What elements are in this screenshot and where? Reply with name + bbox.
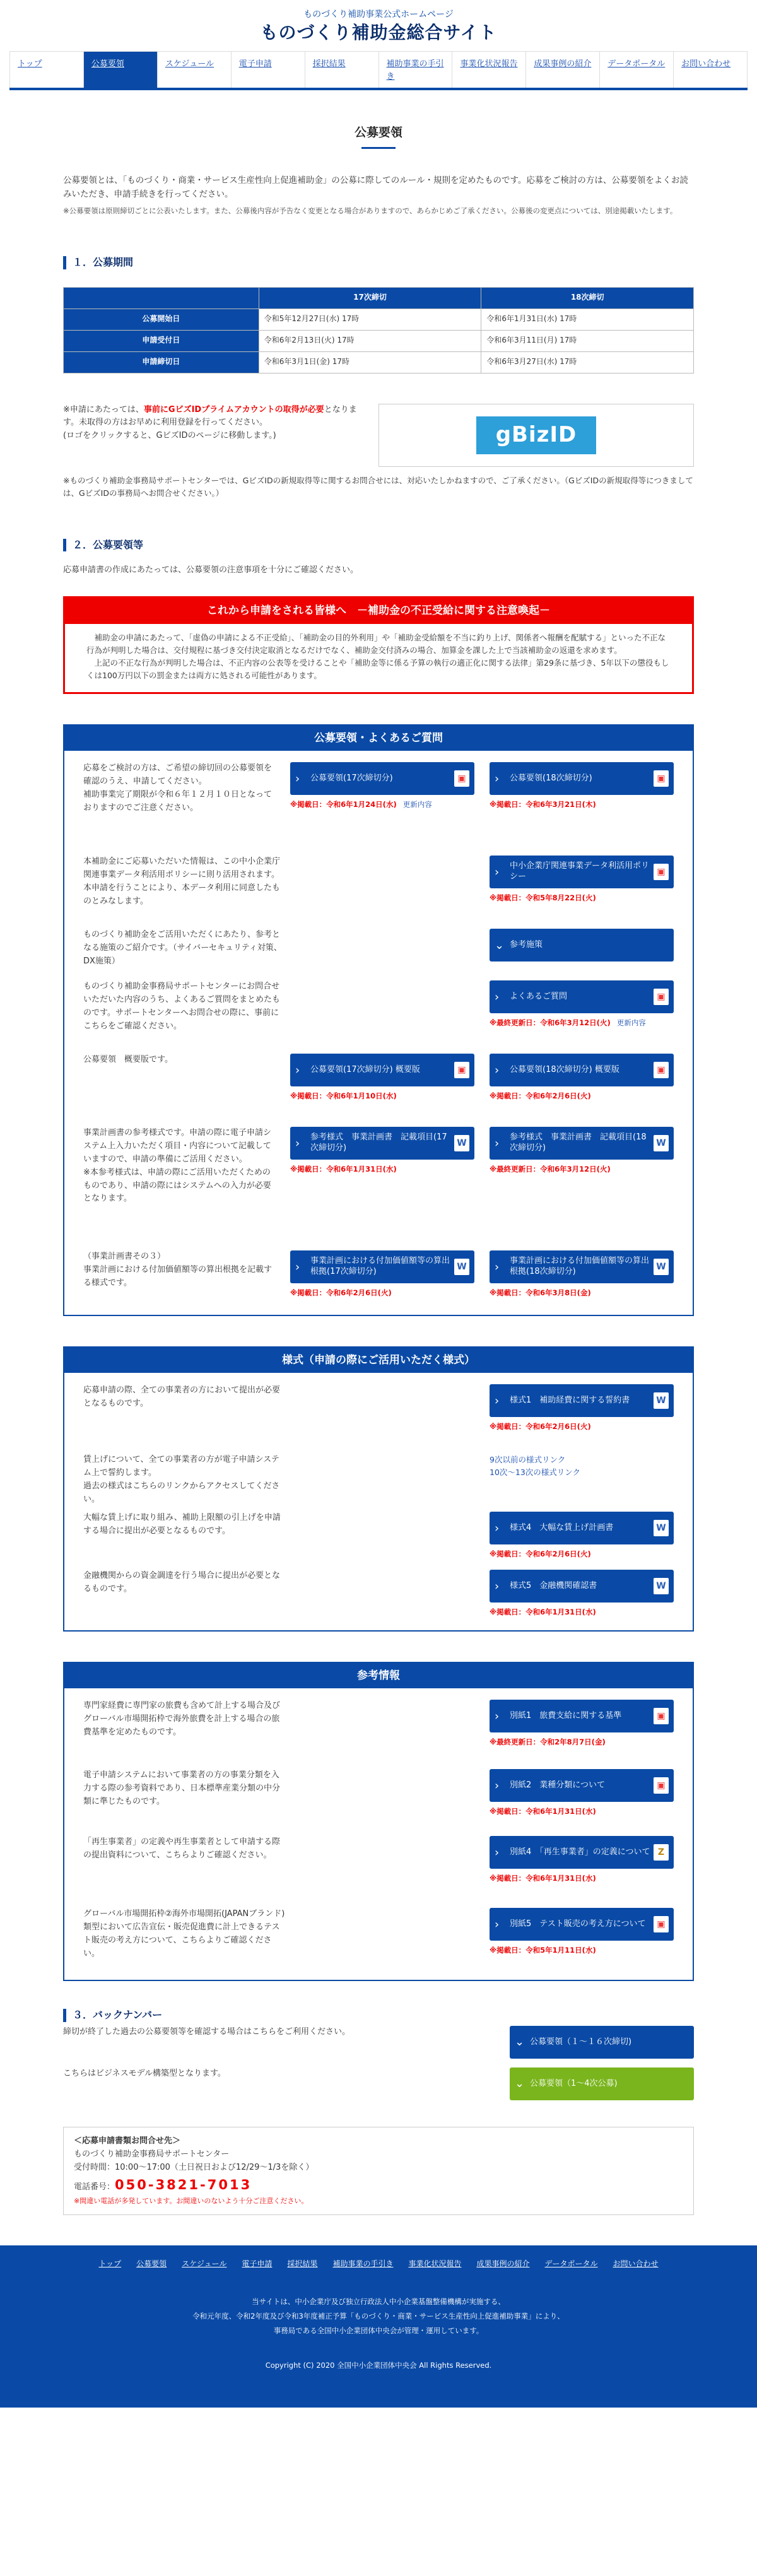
- contact-warning: ※間違い電話が多発しています。お間違いのないよう十分ご注意ください。: [74, 2197, 308, 2206]
- button-label: 参考様式 事業計画書 記載項目(18次締切分): [510, 1132, 647, 1153]
- list-item: [83, 1384, 674, 1454]
- form4-button[interactable]: [490, 1512, 674, 1544]
- intro-text: 公募要領とは、「ものづくり・商業・サービス生産性向上促進補助金」の公募に際してのルール・規則を定めたものです。応募をご検討の方は、公募要領をよくお読みいただき、申請手続きを行ってください。: [63, 175, 688, 199]
- tel-label: 電話番号：: [74, 2182, 115, 2192]
- row-text: こちらはビジネスモデル構築型となります。: [63, 2069, 226, 2079]
- list-item: [83, 1250, 674, 1306]
- gbizid-block: [63, 404, 694, 467]
- pdf-icon: ▣: [454, 1062, 469, 1078]
- word-icon: W: [454, 1259, 469, 1275]
- table-cell: 令和6年1月31日(水) 17時: [481, 309, 694, 330]
- pdf-icon: ▣: [654, 989, 669, 1005]
- button-label: 別紙2 業種分類について: [510, 1780, 606, 1790]
- appendix5-button[interactable]: [490, 1908, 674, 1941]
- list-item: [83, 762, 674, 856]
- pdf-icon: ▣: [654, 1916, 669, 1932]
- list-item: [83, 1570, 674, 1621]
- section-period-heading: １．公募期間: [63, 256, 694, 269]
- zip-icon: Z: [654, 1844, 669, 1861]
- word-icon: W: [454, 1135, 469, 1151]
- fraud-warning-body: [65, 624, 692, 692]
- gbizid-required: 事前にGビズIDプライムアカウントの取得が必要: [143, 404, 324, 415]
- contact-name: ものづくり補助金事務局サポートセンター: [74, 2149, 230, 2159]
- publish-date: ※掲載日：令和6年1月31日(水): [290, 1165, 397, 1174]
- row-text: 「再生事業者」の定義や再生事業者として申請する際の提出資料について、こちらよりご確認ください。: [83, 1837, 281, 1861]
- table-cell: 令和5年12月27日(水) 17時: [259, 309, 481, 330]
- row-actions: [291, 929, 674, 980]
- button-label: 様式5 金融機関確認書: [510, 1580, 597, 1591]
- value-basis-18-button[interactable]: [490, 1250, 674, 1283]
- table-cell: 令和6年3月1日(金) 17時: [259, 351, 481, 373]
- row-actions: [291, 856, 674, 929]
- publish-date: [290, 799, 474, 810]
- intro: [63, 174, 694, 217]
- button-label: 参考様式 事業計画書 記載項目(17次締切分): [310, 1132, 447, 1153]
- row-actions: [291, 1769, 674, 1836]
- button-label: 公募要領(17次締切分): [310, 773, 393, 783]
- nav-data-portal[interactable]: データポータル: [600, 52, 674, 88]
- table-row: [64, 351, 694, 373]
- contact-heading: ＜応募申請書類お問合せ先＞: [74, 2136, 181, 2146]
- pdf-icon: ▣: [654, 1777, 669, 1794]
- button-label: 公募要領（１～１６次締切): [530, 2037, 632, 2047]
- appendix2-button[interactable]: [490, 1769, 674, 1802]
- publish-date: ※掲載日：令和6年3月21日(木): [490, 800, 596, 809]
- list-item: [83, 980, 674, 1054]
- publish-date: ※掲載日：令和6年1月31日(水): [490, 1608, 596, 1617]
- contact-tel: [74, 2175, 683, 2196]
- row-text: 専門家経費に専門家の旅費も含めて計上する場合及びグローバル市場開拓枠で海外旅費を計上する場合の旅費基準を定めたものです。: [83, 1701, 281, 1737]
- footer-link[interactable]: トップ: [98, 2259, 122, 2268]
- button-label: 事業計画における付加価値額等の算出根拠(17次締切分): [310, 1256, 450, 1277]
- list-item: [83, 929, 674, 980]
- list-item: [83, 1769, 674, 1836]
- publish-date: ※掲載日：令和6年2月6日(火): [490, 1091, 591, 1101]
- site-footer: [0, 2245, 757, 2408]
- chevron-right-icon: ›: [295, 772, 300, 785]
- nav-koubo-youryou[interactable]: 公募要領: [84, 52, 158, 88]
- section-documents-heading: ２．公募要領等: [63, 539, 694, 552]
- row-label: 公募開始日: [64, 309, 259, 330]
- button-label: 中小企業庁関連事業データ利活用ポリシー: [510, 861, 650, 882]
- button-label: 別紙5 テスト販売の考え方について: [510, 1919, 646, 1929]
- publish-date: ※掲載日：令和6年2月6日(火): [490, 1550, 591, 1559]
- publish-date: ※掲載日：令和6年1月10日(水): [290, 1091, 397, 1101]
- row-actions: [291, 1454, 674, 1512]
- table-header-17: 17次締切: [259, 287, 481, 309]
- row-text: （事業計画書その３） 事業計画における付加価値額等の算出根拠を記載する様式です。: [83, 1252, 273, 1288]
- button-label: 公募要領（1～4次公募): [530, 2078, 618, 2088]
- word-icon: W: [654, 1259, 669, 1275]
- row-label: 申請受付日: [64, 330, 259, 351]
- row-actions: [291, 1512, 674, 1570]
- publish-date: ※掲載日：令和6年2月6日(火): [290, 1288, 392, 1298]
- list-item: [83, 1700, 674, 1769]
- chevron-down-icon: ⌄: [495, 938, 505, 952]
- nav-case-studies[interactable]: 成果事例の紹介: [526, 52, 600, 88]
- row-actions: [284, 1127, 674, 1250]
- contact-hours: 受付時間：10:00～17:00（土日祝日および12/29～1/3を除く）: [74, 2162, 314, 2172]
- data-policy-button[interactable]: [490, 856, 674, 888]
- list-item: [83, 1512, 674, 1570]
- chevron-right-icon: ›: [495, 865, 500, 879]
- button-label: 様式1 補助経費に関する誓約書: [510, 1395, 630, 1405]
- table-row: [64, 309, 694, 330]
- copyright: Copyright (C) 2020 全国中小企業団体中央会 All Rights Reserved.: [265, 2360, 492, 2370]
- koubo-18-button[interactable]: [490, 762, 674, 795]
- row-actions: [291, 1836, 674, 1908]
- word-icon: W: [654, 1392, 669, 1409]
- gbizid-line2: (ロゴをクリックすると、GビズIDのページに移動します。): [63, 431, 276, 441]
- backnumber-business-model-button[interactable]: [510, 2067, 694, 2100]
- button-label: 公募要領(18次締切分): [510, 773, 592, 783]
- footer-link[interactable]: 補助事業の手引き: [332, 2259, 394, 2268]
- word-icon: W: [654, 1578, 669, 1594]
- list-item: [63, 2026, 694, 2067]
- nav-top[interactable]: トップ: [9, 52, 84, 88]
- site-title[interactable]: ものづくり補助金総合サイト: [260, 22, 497, 44]
- table-header-18: 18次締切: [481, 287, 694, 309]
- row-actions: [291, 1570, 674, 1621]
- row-text: ものづくり補助金事務局サポートセンターにお問合せいただいた内容のうち、よくあるご質問をまとめたものです。サポートセンターへお問合せの際に、事前にこちらをご確認ください。: [83, 982, 281, 1031]
- table-cell: 令和6年3月11日(月) 17時: [481, 330, 694, 351]
- row-text: 応募をご検討の方は、ご希望の締切回の公募要領を確認のうえ、申請してください。 補助事業完了期限が令和６年１２月１０日となっておりますのでご注意ください。: [83, 763, 273, 813]
- global-nav: [9, 51, 748, 90]
- publish-date: [490, 1017, 674, 1028]
- chevron-down-icon: ⌄: [515, 2035, 525, 2049]
- footer-link[interactable]: お問い合わせ: [613, 2259, 659, 2268]
- chevron-right-icon: ›: [495, 1521, 500, 1535]
- button-label: よくあるご質問: [510, 991, 568, 1001]
- nav-e-application[interactable]: 電子申請: [232, 52, 305, 88]
- chevron-right-icon: ›: [495, 1136, 500, 1150]
- form1-button[interactable]: [490, 1384, 674, 1417]
- chevron-right-icon: ›: [495, 990, 500, 1004]
- publish-date: ※掲載日：令和5年1月11日(水): [490, 1946, 596, 1955]
- tel-number[interactable]: 050-3821-7013: [115, 2177, 252, 2192]
- publish-date: ※掲載日：令和5年8月22日(火): [490, 893, 596, 903]
- section-backnumber-heading: ３．バックナンバー: [63, 2009, 694, 2022]
- gbizid-note: ※ものづくり補助金事務局サポートセンターでは、GビズIDの新規取得等に関するお問合せには、対応いたしかねますので、ご了承ください。（GビズIDの新規取得等につきましては、GビズIDの事務局へお問合せください。）: [63, 475, 693, 498]
- schedule-table: [63, 287, 694, 373]
- nav-guide[interactable]: 補助事業の手引き: [379, 52, 453, 88]
- gbizid-pre: ※申請にあたっては、: [63, 404, 144, 415]
- footer-link[interactable]: 電子申請: [242, 2259, 273, 2268]
- value-basis-17-button[interactable]: [290, 1250, 474, 1283]
- site-header: [0, 0, 757, 51]
- page-title: 公募要領: [63, 123, 694, 149]
- list-item: [83, 1836, 674, 1908]
- footer-link[interactable]: 事業化状況報告: [408, 2259, 462, 2268]
- footer-link[interactable]: スケジュール: [182, 2259, 227, 2268]
- fraud-warning-p1: 補助金の申請にあたって、「虚偽の申請による不正受給」、「補助金の目的外利用」や「補助金受給額を不当に釣り上げ、関係者へ報酬を配賦する」といった不正な行為が判明した場合は、交付規程に基づき交付決定取消となるだけでなく、補助金交付済みの場合、加算金を課した上で当該補助金の返還を求めます。: [86, 633, 666, 656]
- plan-template-17-button[interactable]: [290, 1127, 474, 1160]
- faq-button[interactable]: [490, 980, 674, 1013]
- publish-date: ※掲載日：令和6年2月6日(火): [490, 1422, 591, 1432]
- row-text: ものづくり補助金をご活用いただくにあたり、参考となる施策のご紹介です。（サイバーセキュリティ対策、DX施策）: [83, 930, 282, 966]
- appendix1-button[interactable]: [490, 1700, 674, 1732]
- contact-box: [63, 2127, 694, 2215]
- row-text: 金融機関からの資金調達を行う場合に提出が必要となるものです。: [83, 1571, 281, 1594]
- table-cell: 令和6年2月13日(火) 17時: [259, 330, 481, 351]
- publish-date: ※最終更新日：令和6年3月12日(火): [490, 1165, 611, 1174]
- koubo-17-summary-button[interactable]: [290, 1054, 474, 1086]
- gbizid-text: [63, 404, 372, 467]
- fraud-warning-title: これから申請をされる皆様へ －補助金の不正受給に関する注意喚起－: [65, 598, 692, 624]
- table-corner: [64, 287, 259, 309]
- update-link[interactable]: 更新内容: [616, 1018, 646, 1028]
- row-text: 電子申請システムにおいて事業者の方の事業分類を入力する際の参考資料であり、日本標準産業分類の中分類に準じたものです。: [83, 1770, 281, 1806]
- pdf-icon: ▣: [654, 1062, 669, 1078]
- button-label: 参考施策: [510, 939, 543, 950]
- list-item: [83, 1054, 674, 1127]
- table-row: [64, 330, 694, 351]
- word-icon: W: [654, 1520, 669, 1536]
- appendix4-button[interactable]: [490, 1836, 674, 1869]
- row-actions: [291, 980, 674, 1054]
- form-link-10-13[interactable]: 10次～13次の様式リンク: [490, 1467, 581, 1478]
- gbizid-logo: gBizID: [476, 416, 596, 454]
- chevron-right-icon: ›: [495, 1709, 500, 1723]
- chevron-right-icon: ›: [495, 1579, 500, 1593]
- button-label: 別紙4 「再生事業者」の定義について: [510, 1847, 650, 1857]
- row-actions: [391, 2026, 694, 2067]
- koubo-18-summary-button[interactable]: [490, 1054, 674, 1086]
- section-documents-lead: 応募申請書の作成にあたっては、公募要領の注意事項を十分にご確認ください。: [63, 565, 359, 575]
- row-text: 公募要領 概要版です。: [83, 1055, 173, 1065]
- button-label: 様式4 大幅な賃上げ計画書: [510, 1522, 614, 1532]
- faq-panel: [63, 724, 694, 1316]
- row-text: 応募申請の際、全ての事業者の方において提出が必要となるものです。: [83, 1385, 281, 1409]
- row-label: 申請締切日: [64, 351, 259, 373]
- row-text: 本補助金にご応募いただいた情報は、この中小企業庁関連事業データ利活用ポリシーに則り活用されます。 本申請を行うことにより、本データ利用に同意したものとみなします。: [83, 857, 281, 906]
- table-cell: 令和6年3月27日(水) 17時: [481, 351, 694, 373]
- row-actions: [291, 1908, 674, 1971]
- fraud-warning: [63, 596, 694, 694]
- chevron-right-icon: ›: [495, 1260, 500, 1274]
- chevron-right-icon: ›: [495, 1394, 500, 1408]
- reference-measures-button[interactable]: [490, 929, 674, 962]
- main-content: [63, 123, 694, 2215]
- publish-date: ※掲載日：令和6年1月31日(水): [490, 1807, 596, 1816]
- row-text: 賃上げについて、全ての事業者の方が電子申請システム上で誓約します。 過去の様式はこちらのリンクからアクセスしてください。: [83, 1455, 280, 1504]
- fraud-warning-p2: 上記の不正な行為が判明した場合は、不正内容の公表等を受けることや「補助金等に係る予算の執行の適正化に関する法律」第29条に基づき、5年以下の懲役もしくは100万円以下の罰金または両方に処される可能性があります。: [86, 658, 669, 681]
- row-actions: [284, 762, 674, 856]
- publish-date: ※掲載日：令和6年1月31日(水): [490, 1874, 596, 1883]
- publish-date: ※最終更新日：令和2年8月7日(金): [490, 1738, 606, 1747]
- footer-link[interactable]: 採択結果: [287, 2259, 318, 2268]
- row-text: 締切が終了した過去の公募要領等を確認する場合はこちらをご利用ください。: [63, 2027, 351, 2037]
- list-item: [63, 2067, 694, 2105]
- publish-date: ※掲載日：令和6年3月8日(金): [490, 1288, 591, 1298]
- chevron-right-icon: ›: [495, 1845, 500, 1859]
- reference-panel: [63, 1662, 694, 1981]
- row-actions: [291, 1384, 674, 1454]
- forms-panel-title: 様式（申請の際にご活用いただく様式）: [64, 1348, 693, 1373]
- button-label: 事業計画における付加価値額等の算出根拠(18次締切分): [510, 1256, 650, 1277]
- faq-panel-body: [64, 751, 693, 1315]
- faq-panel-title: 公募要領・よくあるご質問: [64, 726, 693, 751]
- pdf-icon: ▣: [654, 1708, 669, 1724]
- row-text: 大幅な賃上げに取り組み、補助上限額の引上げを申請する場合に提出が必要となるものです。: [83, 1513, 281, 1536]
- reference-panel-body: [64, 1688, 693, 1980]
- row-actions: [284, 1250, 674, 1306]
- chevron-right-icon: ›: [295, 1260, 300, 1274]
- word-icon: W: [654, 1135, 669, 1151]
- footer-line: 当サイトは、中小企業庁及び独立行政法人中小企業基盤整備機構が実施する、: [252, 2297, 505, 2306]
- gbizid-post: となります。未取得の方はお早めに利用登録を行ってください。: [63, 404, 357, 428]
- chevron-right-icon: ›: [295, 1136, 300, 1150]
- chevron-right-icon: ›: [495, 1779, 500, 1792]
- gbizid-logo-link[interactable]: [378, 404, 694, 467]
- row-text: 事業計画書の参考様式です。申請の際に電子申請システム上入力いただく項目・内容について記載していますので、申請の準備にご活用ください。 ※本参考様式は、申請の際にご活用いただくためのものであり、申請の際にはシステムへの入力が必要となります。: [83, 1128, 271, 1204]
- reference-panel-title: 参考情報: [64, 1663, 693, 1688]
- date-text: ※最終更新日：令和6年3月12日(火): [490, 1018, 611, 1028]
- nav-results[interactable]: 採択結果: [305, 52, 379, 88]
- chevron-down-icon: ⌄: [515, 2077, 525, 2091]
- row-text: グローバル市場開拓枠②海外市場開拓(JAPANブランド)類型において広告宣伝・販売促進費に計上できるテスト販売の考え方について、こちらよりご確認ください。: [83, 1909, 285, 1958]
- pdf-icon: ▣: [454, 770, 469, 787]
- button-label: 公募要領(17次締切分) 概要版: [310, 1064, 420, 1074]
- nav-status-report[interactable]: 事業化状況報告: [452, 52, 526, 88]
- nav-schedule[interactable]: スケジュール: [158, 52, 232, 88]
- date-text: ※掲載日：令和6年1月24日(水): [290, 800, 397, 809]
- footer-link[interactable]: 公募要領: [136, 2259, 167, 2268]
- plan-template-18-button[interactable]: [490, 1127, 674, 1160]
- footer-nav: [63, 2245, 694, 2269]
- pdf-icon: ▣: [654, 864, 669, 880]
- row-actions: [291, 1700, 674, 1769]
- intro-note: ※公募要領は原則締切ごとに公表いたします。また、公募後内容が予告なく変更となる場合がありますので、あらかじめご了承ください。公募後の変更点については、別途掲載いたします。: [63, 206, 678, 216]
- footer-line: 令和元年度、令和2年度及び令和3年度補正予算「ものづくり・商業・サービス生産性向上促進補助事業」により、: [192, 2311, 565, 2320]
- footer-link[interactable]: データポータル: [544, 2259, 598, 2268]
- button-label: 別紙1 旅費支給に関する基準: [510, 1710, 622, 1720]
- list-item: [83, 1454, 674, 1512]
- list-item: [83, 856, 674, 929]
- row-actions: [284, 1054, 674, 1127]
- forms-panel: [63, 1346, 694, 1632]
- chevron-right-icon: ›: [495, 772, 500, 785]
- footer-link[interactable]: 成果事例の紹介: [476, 2259, 530, 2268]
- footer-text: [0, 2295, 757, 2338]
- form-link-9-earlier[interactable]: 9次以前の様式リンク: [490, 1455, 566, 1465]
- footer-line: 事務局である全国中小企業団体中央会が管理・運用しています。: [273, 2326, 484, 2335]
- pdf-icon: ▣: [654, 770, 669, 787]
- chevron-right-icon: ›: [495, 1917, 500, 1931]
- update-link[interactable]: 更新内容: [402, 800, 432, 809]
- forms-panel-body: [64, 1373, 693, 1630]
- site-subtitle: ものづくり補助事業公式ホームページ: [303, 9, 454, 20]
- nav-contact[interactable]: お問い合わせ: [674, 52, 748, 88]
- chevron-right-icon: ›: [295, 1063, 300, 1077]
- list-item: [83, 1127, 674, 1250]
- button-label: 公募要領(18次締切分) 概要版: [510, 1064, 619, 1074]
- koubo-17-button[interactable]: [290, 762, 474, 795]
- list-item: [83, 1908, 674, 1971]
- chevron-right-icon: ›: [495, 1063, 500, 1077]
- form5-button[interactable]: [490, 1570, 674, 1603]
- row-actions: [391, 2067, 694, 2105]
- backnumber-1-16-button[interactable]: [510, 2026, 694, 2059]
